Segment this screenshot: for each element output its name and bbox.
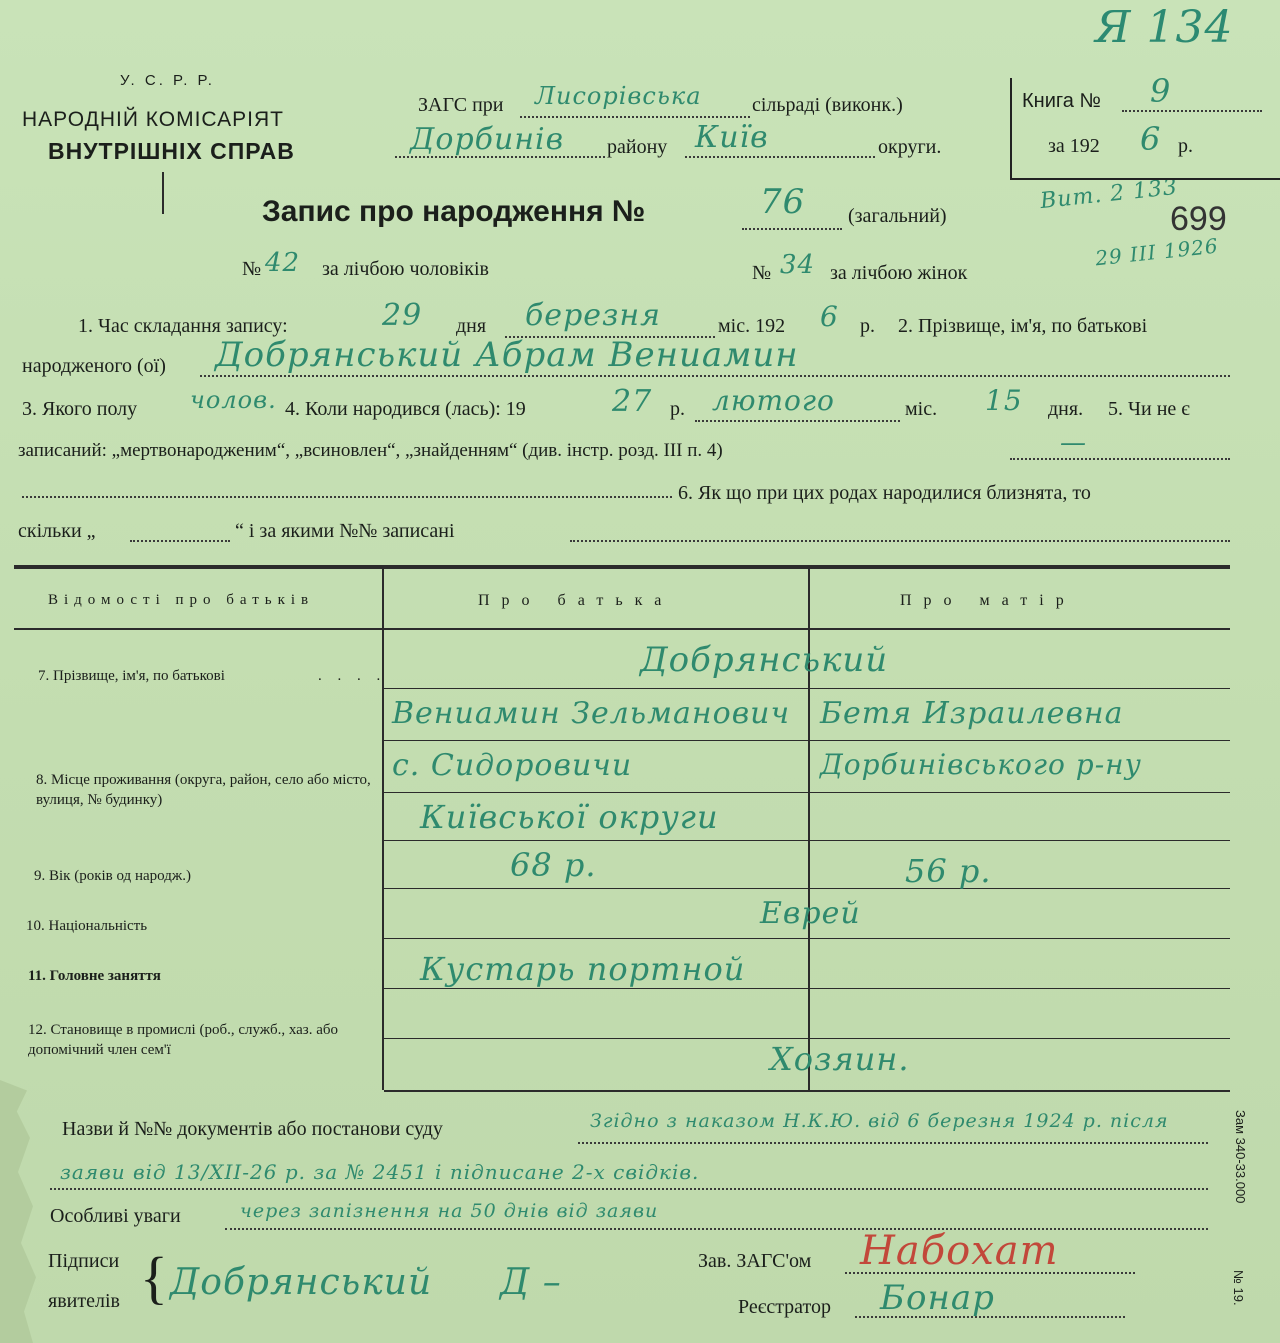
row7-shared: Добрянський — [640, 640, 889, 680]
declarant-signature: Добрянський — [170, 1262, 433, 1303]
field6-label: 6. Як що при цих родах народилися близнята, то — [678, 482, 1091, 504]
field5-value: — — [1060, 428, 1087, 458]
field4-day-label: дня. — [1048, 398, 1084, 420]
documents-line2 — [50, 1188, 1208, 1190]
table-col2-header: Про батька — [478, 592, 674, 609]
field6-blank-line — [22, 496, 672, 498]
documents-line1 — [578, 1142, 1208, 1144]
field2-label: 2. Прізвище, ім'я, по батькові — [898, 315, 1148, 337]
table-header-rule — [14, 628, 1230, 630]
men-number: 42 — [265, 248, 301, 278]
row9-mother: 56 р. — [905, 852, 992, 890]
women-number: 34 — [780, 250, 816, 280]
field1-year-suffix: р. — [860, 315, 875, 337]
row10-shared: Еврей — [760, 896, 861, 931]
book-year-suffix: р. — [1178, 135, 1193, 157]
table-row-rule — [384, 688, 1230, 689]
row8-shared: Київської округи — [420, 798, 719, 836]
field5-line — [1010, 458, 1230, 460]
raion-line — [395, 156, 605, 158]
field1-day: 29 — [382, 298, 423, 333]
table-row-rule — [384, 888, 1230, 889]
row7-label: 7. Прізвище, ім'я, по батькові — [38, 668, 225, 684]
header-divider — [162, 172, 164, 214]
book-label: Книга № — [1022, 90, 1101, 112]
field2-label2: народженого (ої) — [22, 355, 166, 377]
field1-month-label: міс. 192 — [718, 315, 786, 337]
zags-prefix: ЗАГС при — [418, 94, 504, 116]
side-print-prefix: № 19. — [1231, 1270, 1246, 1306]
book-year-digit: 6 — [1140, 120, 1162, 158]
table-col-divider-1 — [382, 568, 384, 1090]
book-number-line — [1122, 110, 1262, 112]
signatures-brace: { — [140, 1245, 168, 1310]
side-date: 29 III 1926 — [1094, 233, 1220, 271]
registrar-label: Реєстратор — [738, 1296, 832, 1318]
notes-line — [225, 1228, 1208, 1230]
field1-day-label: дня — [456, 315, 487, 337]
table-col1-header: Відомості про батьків — [48, 592, 315, 608]
raion-label: району — [607, 136, 668, 158]
table-row-rule — [384, 988, 1230, 989]
field6-label3: “ і за якими №№ записані — [235, 520, 455, 542]
book-year-label: за 192 — [1048, 135, 1100, 157]
notes-label: Особливі уваги — [50, 1205, 181, 1227]
row9-label: 9. Вік (років од народж.) — [34, 868, 191, 884]
field4-r: р. — [670, 398, 685, 420]
row11-shared: Кустарь портной — [420, 950, 746, 988]
field2-value: Добрянський Абрам Вениамин — [215, 335, 799, 375]
table-row-rule — [384, 740, 1230, 741]
men-label: за лічбою чоловіків — [322, 258, 489, 280]
signatures-label2: явителів — [48, 1290, 120, 1312]
commissariat-line1: НАРОДНІЙ КОМІСАРІЯТ — [22, 108, 284, 131]
row8-father: с. Сидоровичи — [392, 748, 633, 783]
table-row-rule — [384, 938, 1230, 939]
field4-month: лютого — [712, 384, 835, 417]
row9-father: 68 р. — [510, 846, 597, 884]
zags-head-line — [845, 1272, 1135, 1274]
republic-label: У. С. Р. Р. — [120, 72, 215, 89]
field2-line — [200, 375, 1230, 377]
field6-numbers-line — [570, 540, 1230, 542]
book-number: 9 — [1150, 72, 1172, 110]
okruha-label: округи. — [878, 136, 942, 158]
women-label: за лічбою жінок — [830, 262, 968, 284]
row12-shared: Хозяин. — [770, 1040, 910, 1078]
record-number: 76 — [760, 182, 806, 222]
field1-year: 6 — [820, 300, 839, 333]
row8-label: 8. Місце проживання (округа, район, село або місто, вулиця, № будинку) — [36, 772, 371, 808]
field6-label2: скільки „ — [18, 520, 96, 542]
declarant-signature-mark: Д – — [500, 1262, 562, 1303]
zags-village: Лисорівська — [535, 82, 702, 110]
signatures-label1: Підписи — [48, 1250, 120, 1272]
field3-label: 3. Якого полу — [22, 398, 138, 420]
table-bottom-rule — [384, 1090, 1230, 1092]
row7-dots: . . . . — [318, 668, 387, 684]
field4-month-line — [695, 420, 900, 422]
okruha-value: Київ — [695, 120, 769, 155]
side-print: Зам 340-33.000 — [1233, 1110, 1248, 1204]
record-title: Запис про народження № — [262, 195, 646, 228]
archive-number: Я 134 — [1095, 2, 1234, 53]
zags-head-label: Зав. ЗАГС'ом — [698, 1250, 812, 1272]
row7-mother: Бетя Израилевна — [820, 696, 1124, 731]
row7-father: Вениамин Зельманович — [392, 696, 791, 731]
registrar-signature: Бонар — [880, 1278, 995, 1318]
record-suffix: (загальний) — [848, 205, 947, 227]
raion-value: Дорбинів — [410, 122, 565, 157]
row10-label: 10. Національність — [26, 918, 148, 934]
commissariat-line2: ВНУТРІШНІХ СПРАВ — [48, 138, 295, 164]
field4-label: 4. Коли народився (лась): 19 — [285, 398, 526, 420]
zags-head-signature: Набохат — [860, 1228, 1059, 1274]
field3-value: чолов. — [190, 386, 277, 414]
printed-number: 699 — [1170, 200, 1227, 238]
women-prefix: № — [752, 262, 772, 284]
field6-count-line — [130, 540, 230, 542]
row12-label: 12. Становище в промислі (роб., служб., хаз. або допомічний член сем'ї — [28, 1022, 338, 1058]
side-note: Вит. 2 133 — [1039, 174, 1180, 215]
table-col3-header: Про матір — [900, 592, 1076, 609]
field5-label: 5. Чи не є — [1108, 398, 1190, 420]
registrar-line — [855, 1316, 1125, 1318]
table-row-rule — [384, 1038, 1230, 1039]
documents-label: Назви й №№ документів або постанови суду — [62, 1118, 443, 1140]
field4-day: 15 — [985, 384, 1023, 417]
men-prefix: № — [242, 258, 262, 280]
table-row-rule — [384, 792, 1230, 793]
table-top-rule — [14, 565, 1230, 569]
notes-value: через запізнення на 50 днів від заяви — [240, 1200, 659, 1222]
documents-value-line2: заяви від 13/XII-26 р. за № 2451 і підписане 2-х свідків. — [60, 1160, 700, 1184]
okruha-line — [685, 156, 875, 158]
field1-label: 1. Час складання запису: — [78, 315, 288, 337]
field5-label2: записаний: „мертвонародженим“, „всиновлен“, „знайденням“ (див. інстр. розд. III п. 4) — [18, 440, 723, 461]
row11-label: 11. Головне заняття — [28, 968, 161, 984]
table-row-rule — [384, 840, 1230, 841]
zags-suffix: сільраді (виконк.) — [752, 94, 903, 116]
zags-village-line — [520, 116, 750, 118]
row8-mother: Дорбинівського р-ну — [820, 748, 1142, 781]
record-number-line — [742, 228, 842, 230]
field4-month-label: міс. — [905, 398, 938, 420]
field4-year: 27 — [612, 384, 653, 419]
field1-month: березня — [525, 298, 662, 333]
documents-value-line1: Згідно з наказом Н.К.Ю. від 6 березня 1924 р. після — [590, 1110, 1169, 1132]
